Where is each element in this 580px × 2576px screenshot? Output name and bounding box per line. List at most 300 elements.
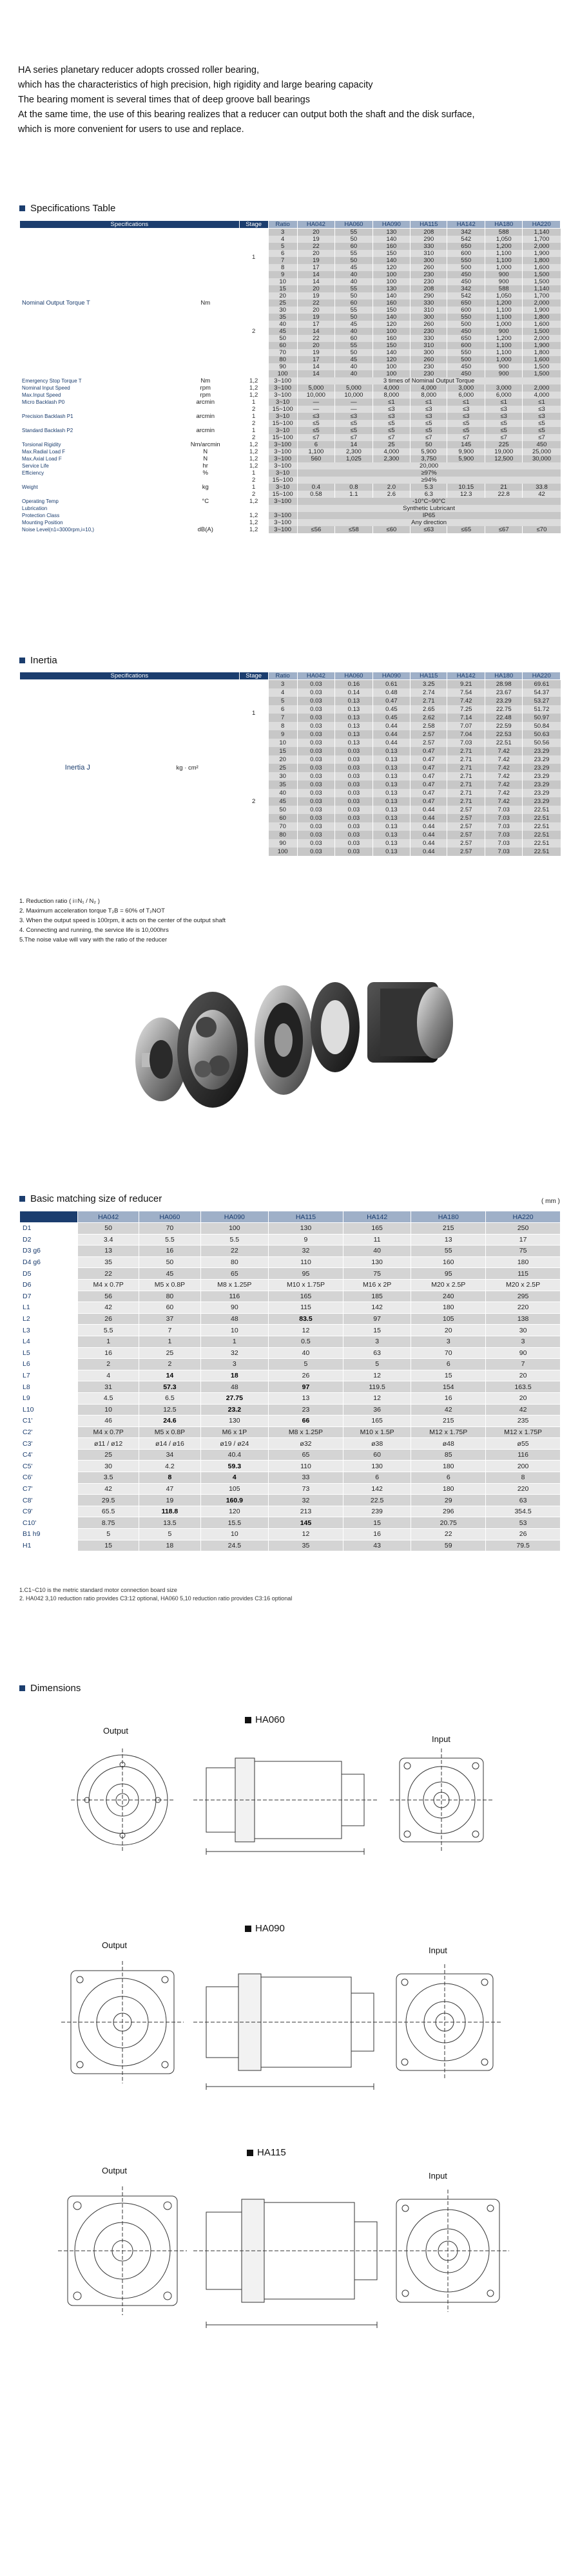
dimension-value: 8 xyxy=(139,1472,200,1484)
stage-cell: 1,2 xyxy=(239,498,268,505)
ratio-cell: 15~100 xyxy=(268,434,297,441)
table-row xyxy=(20,1517,561,1529)
value-cell: 3,750 xyxy=(411,455,447,462)
header-model: HA115 xyxy=(411,672,447,680)
stage-cell: 1,2 xyxy=(239,512,268,519)
dimension-value: 213 xyxy=(269,1506,343,1517)
dimension-value: 22.5 xyxy=(343,1495,411,1506)
value-cell: ≤3 xyxy=(372,406,411,413)
bullet-square-icon xyxy=(245,1717,251,1723)
dimension-value: ø38 xyxy=(343,1438,411,1450)
dimension-key: L10 xyxy=(20,1404,78,1416)
header-model: HA115 xyxy=(269,1211,343,1223)
exploded-reducer-illustration xyxy=(0,947,580,1140)
table-header-row xyxy=(20,221,561,229)
value-cell: ≤60 xyxy=(372,526,411,533)
value-cell: 1,900 xyxy=(523,307,561,314)
value-cell: 550 xyxy=(447,257,485,264)
value-cell: 20 xyxy=(297,250,335,257)
dimension-value: 130 xyxy=(200,1416,269,1427)
value-cell: 7.42 xyxy=(485,764,523,772)
dimension-value: 220 xyxy=(486,1483,561,1495)
dimension-value: 50 xyxy=(139,1256,200,1268)
value-cell: 130 xyxy=(372,285,411,292)
dimension-value: 70 xyxy=(139,1223,200,1235)
value-cell: 7.04 xyxy=(447,730,485,739)
value-cell: 230 xyxy=(411,363,447,370)
value-cell: 0.44 xyxy=(411,814,447,822)
value-cell: 1,800 xyxy=(523,349,561,356)
value-cell: 1,500 xyxy=(523,271,561,278)
stage-cell: 1,2 xyxy=(239,384,268,392)
value-cell: 330 xyxy=(411,243,447,250)
value-cell: 30,000 xyxy=(523,455,561,462)
dimension-key: D7 xyxy=(20,1291,78,1302)
dimension-value: M20 x 2.5P xyxy=(411,1279,486,1291)
dimension-value: 23.2 xyxy=(200,1404,269,1416)
dimension-value: 105 xyxy=(411,1313,486,1325)
dimension-value: 100 xyxy=(200,1223,269,1235)
value-cell: 300 xyxy=(411,257,447,264)
dimension-value: 60 xyxy=(139,1302,200,1314)
dimension-value: 235 xyxy=(486,1416,561,1427)
value-cell: 5.3 xyxy=(411,484,447,491)
dimension-key: C7' xyxy=(20,1483,78,1495)
dimension-value: 9 xyxy=(269,1234,343,1245)
value-cell: 900 xyxy=(485,370,523,377)
value-cell: 1,500 xyxy=(523,363,561,370)
spec-unit xyxy=(171,406,239,413)
value-cell: 23.29 xyxy=(523,789,561,797)
value-cell: 0.03 xyxy=(297,789,335,797)
value-cell: 0.13 xyxy=(335,730,373,739)
dimension-key: C8' xyxy=(20,1495,78,1506)
model-title-ha060: HA060 xyxy=(245,1714,285,1725)
input-label: Input xyxy=(432,1734,450,1744)
value-cell: 290 xyxy=(411,292,447,299)
value-cell: 542 xyxy=(447,292,485,299)
value-cell: 100 xyxy=(372,278,411,285)
value-cell: 2.71 xyxy=(447,797,485,806)
dimension-value: M5 x 0.8P xyxy=(139,1279,200,1291)
bearing-part xyxy=(311,982,360,1072)
dimension-value: ø32 xyxy=(269,1438,343,1450)
value-cell: 50.56 xyxy=(523,739,561,747)
ratio-cell xyxy=(268,505,297,512)
bullet-square-icon xyxy=(19,1196,25,1202)
value-cell: 0.4 xyxy=(297,484,335,491)
dimension-value: 130 xyxy=(343,1461,411,1472)
value-cell: 0.03 xyxy=(297,705,335,714)
output-label: Output xyxy=(103,1726,129,1736)
value-cell: 0.13 xyxy=(372,755,411,764)
value-cell: 0.13 xyxy=(372,764,411,772)
value-cell: 19 xyxy=(297,314,335,321)
stage-cell: 2 xyxy=(239,491,268,498)
value-cell: 450 xyxy=(447,278,485,285)
ratio-cell: 25 xyxy=(268,299,297,307)
value-cell: 0.13 xyxy=(372,814,411,822)
value-cell: 2.0 xyxy=(372,484,411,491)
value-cell: 0.03 xyxy=(297,747,335,755)
value-cell: 0.03 xyxy=(335,848,373,856)
value-cell: 5,000 xyxy=(297,384,335,392)
dimension-value: 13 xyxy=(411,1234,486,1245)
value-cell: 0.03 xyxy=(297,680,335,688)
value-cell: 0.03 xyxy=(297,722,335,730)
dimension-value: 37 xyxy=(139,1313,200,1325)
dimension-value: 65 xyxy=(269,1449,343,1461)
dimension-value: 4.2 xyxy=(139,1461,200,1472)
header-ratio: Ratio xyxy=(268,672,297,680)
value-cell: 9.21 xyxy=(447,680,485,688)
ratio-cell: 50 xyxy=(268,806,297,814)
inertia-label: Inertia J xyxy=(20,680,136,856)
value-cell: 0.13 xyxy=(372,789,411,797)
spec-label: Mounting Position xyxy=(20,519,172,526)
value-cell: 140 xyxy=(372,257,411,264)
dimension-value: 2 xyxy=(139,1359,200,1370)
spec-unit: Nm/arcmin xyxy=(171,441,239,448)
dimension-value: 18 xyxy=(200,1370,269,1381)
value-cell: ≤7 xyxy=(523,434,561,441)
stage-cell: 1 xyxy=(239,229,268,286)
spec-label: Operating Temp xyxy=(20,498,172,505)
dimension-value: 4 xyxy=(78,1370,139,1381)
value-cell: 2.71 xyxy=(447,764,485,772)
inertia-unit: kg · cm² xyxy=(135,680,239,856)
note: 2. Maximum acceleration torque T₂B = 60% of T₂NOT xyxy=(19,907,165,914)
dimension-value: 42 xyxy=(411,1404,486,1416)
dimension-value: 18 xyxy=(139,1540,200,1551)
value-cell: 1,100 xyxy=(485,314,523,321)
dimension-key: C6' xyxy=(20,1472,78,1484)
value-cell: 55 xyxy=(335,250,373,257)
table-row xyxy=(20,420,561,427)
dimension-value: M10 x 1.5P xyxy=(343,1426,411,1438)
spec-unit: kg xyxy=(171,484,239,491)
ratio-cell: 15~100 xyxy=(268,406,297,413)
stage-cell: 1,2 xyxy=(239,448,268,455)
value-cell: 7.54 xyxy=(447,688,485,697)
table-header-row xyxy=(20,1211,561,1223)
value-cell: 2,000 xyxy=(523,335,561,342)
value-cell: — xyxy=(297,399,335,406)
value-cell: 150 xyxy=(372,250,411,257)
value-cell: 60 xyxy=(335,299,373,307)
value-cell: 23.29 xyxy=(523,772,561,781)
ratio-cell: 15~100 xyxy=(268,420,297,427)
value-cell: 2.57 xyxy=(411,730,447,739)
value-cell: 7.03 xyxy=(485,814,523,822)
header-stage: Stage xyxy=(239,221,268,229)
value-cell: ≤1 xyxy=(523,399,561,406)
dimension-value: 65.5 xyxy=(78,1506,139,1517)
table-header-row xyxy=(20,672,561,680)
ha060-drawing xyxy=(13,1739,567,1868)
table-row xyxy=(20,1392,561,1404)
dimension-value: 220 xyxy=(486,1302,561,1314)
value-cell: 900 xyxy=(485,271,523,278)
model-title-ha090: HA090 xyxy=(245,1923,285,1934)
dimension-value: 250 xyxy=(486,1223,561,1235)
dimension-value: 165 xyxy=(269,1291,343,1302)
spec-label: Service Life xyxy=(20,462,172,469)
section-basic-size xyxy=(19,1193,162,1204)
unit-label: ( mm ) xyxy=(541,1198,560,1205)
value-cell: 0.8 xyxy=(335,484,373,491)
dimension-value: 145 xyxy=(269,1517,343,1529)
dimension-value: 30 xyxy=(78,1461,139,1472)
value-cell: ≤3 xyxy=(297,413,335,420)
value-cell: ≤5 xyxy=(485,427,523,434)
ratio-cell: 3~100 xyxy=(268,498,297,505)
ratio-cell: 3~100 xyxy=(268,384,297,392)
value-cell: 500 xyxy=(447,321,485,328)
value-cell: 6 xyxy=(297,441,335,448)
header-model: HA142 xyxy=(447,221,485,229)
stage-cell: 1 xyxy=(239,413,268,420)
ratio-cell: 3 xyxy=(268,680,297,688)
value-cell: 40 xyxy=(335,328,373,335)
dimension-value: M10 x 1.75P xyxy=(269,1279,343,1291)
value-cell: 7.03 xyxy=(485,848,523,856)
dimension-value: 32 xyxy=(269,1495,343,1506)
value-cell: ≤1 xyxy=(447,399,485,406)
value-cell: 19 xyxy=(297,292,335,299)
value-cell: 230 xyxy=(411,278,447,285)
value-cell: 140 xyxy=(372,236,411,243)
value-cell: 0.03 xyxy=(335,822,373,831)
value-cell: ≤7 xyxy=(411,434,447,441)
value-cell: 0.44 xyxy=(411,848,447,856)
dimension-key: L6 xyxy=(20,1359,78,1370)
ratio-cell: 60 xyxy=(268,814,297,822)
table-row xyxy=(20,1506,561,1517)
ratio-cell: 3~100 xyxy=(268,448,297,455)
dimension-value: 32 xyxy=(200,1347,269,1359)
value-cell: 330 xyxy=(411,299,447,307)
value-cell: 25,000 xyxy=(523,448,561,455)
table-row xyxy=(20,1325,561,1336)
value-cell: 0.44 xyxy=(372,730,411,739)
dimension-value: 6.5 xyxy=(139,1392,200,1404)
value-cell: 0.03 xyxy=(297,781,335,789)
ratio-cell: 25 xyxy=(268,764,297,772)
value-cell: 7.42 xyxy=(485,755,523,764)
value-cell: 6,000 xyxy=(447,392,485,399)
value-cell: 42 xyxy=(523,491,561,498)
ratio-cell: 3~100 xyxy=(268,462,297,469)
value-cell: 2.57 xyxy=(447,831,485,839)
value-cell: 100 xyxy=(372,370,411,377)
dimension-key: C10' xyxy=(20,1517,78,1529)
intro-line: At the same time, the use of this bearing realizes that a reducer can output both the shaft and the disk surface, xyxy=(18,109,475,120)
value-cell: ≤5 xyxy=(447,427,485,434)
dimension-key: D2 xyxy=(20,1234,78,1245)
value-cell: 0.03 xyxy=(335,764,373,772)
header-model: HA220 xyxy=(523,672,561,680)
value-cell: 100 xyxy=(372,328,411,335)
table-row xyxy=(20,462,561,469)
dimension-value: 70 xyxy=(411,1347,486,1359)
value-cell: 50.84 xyxy=(523,722,561,730)
value-cell: 0.13 xyxy=(372,848,411,856)
dimension-value: 2 xyxy=(78,1359,139,1370)
side-view xyxy=(193,2199,390,2328)
ratio-cell: 3~100 xyxy=(268,455,297,462)
value-cell: 7.42 xyxy=(485,772,523,781)
value-cell: 22.75 xyxy=(485,705,523,714)
stage-cell: 2 xyxy=(239,434,268,441)
header-model: HA220 xyxy=(486,1211,561,1223)
spec-label: Max.Axial Load F xyxy=(20,455,172,462)
value-cell: Synthetic Lubricant xyxy=(297,505,560,512)
value-cell: 50 xyxy=(411,441,447,448)
dimension-value: 4 xyxy=(200,1472,269,1484)
dimension-value: M16 x 2P xyxy=(343,1279,411,1291)
value-cell: 19 xyxy=(297,236,335,243)
table-row xyxy=(20,512,561,519)
table-row xyxy=(20,1359,561,1370)
dimension-value: 295 xyxy=(486,1291,561,1302)
spec-unit xyxy=(171,519,239,526)
note: 1.C1~C10 is the metric standard motor connection board size xyxy=(19,1587,177,1593)
header-model: HA142 xyxy=(447,672,485,680)
value-cell: 0.45 xyxy=(372,705,411,714)
value-cell: 2,000 xyxy=(523,299,561,307)
dimension-value: 3.4 xyxy=(78,1234,139,1245)
dimension-value: 75 xyxy=(343,1268,411,1280)
value-cell: 22 xyxy=(297,299,335,307)
dimension-value: 5 xyxy=(139,1529,200,1540)
value-cell: 20 xyxy=(297,342,335,349)
value-cell: 45 xyxy=(335,356,373,363)
value-cell: ≤3 xyxy=(447,413,485,420)
value-cell: 6.3 xyxy=(411,491,447,498)
dimension-value: 16 xyxy=(343,1529,411,1540)
value-cell: 14 xyxy=(297,278,335,285)
value-cell: 0.13 xyxy=(335,722,373,730)
dimension-value: 1 xyxy=(200,1336,269,1347)
value-cell: 0.45 xyxy=(372,714,411,722)
value-cell: 55 xyxy=(335,229,373,236)
dimension-value: 97 xyxy=(343,1313,411,1325)
value-cell: 33.8 xyxy=(523,484,561,491)
stage-cell: 1,2 xyxy=(239,377,268,384)
value-cell: ≤7 xyxy=(485,434,523,441)
value-cell: 0.03 xyxy=(335,772,373,781)
dimension-value: 13.5 xyxy=(139,1517,200,1529)
value-cell: 1,700 xyxy=(523,292,561,299)
dimension-key: D4 g6 xyxy=(20,1256,78,1268)
dimension-value: 215 xyxy=(411,1416,486,1427)
dimension-value: 26 xyxy=(78,1313,139,1325)
dimension-value: 53 xyxy=(486,1517,561,1529)
dimension-key: H1 xyxy=(20,1540,78,1551)
value-cell: 20,000 xyxy=(297,462,560,469)
value-cell: 0.03 xyxy=(335,839,373,848)
header-model: HA220 xyxy=(523,221,561,229)
value-cell: ≤65 xyxy=(447,526,485,533)
value-cell: 50 xyxy=(335,314,373,321)
value-cell: 230 xyxy=(411,370,447,377)
ratio-cell: 4 xyxy=(268,236,297,243)
value-cell: 28.98 xyxy=(485,680,523,688)
ratio-cell: 3 xyxy=(268,229,297,236)
ratio-cell: 20 xyxy=(268,292,297,299)
dimension-value: 12 xyxy=(343,1392,411,1404)
dimension-value: 95 xyxy=(269,1268,343,1280)
spec-label xyxy=(20,406,172,413)
value-cell: 0.14 xyxy=(335,688,373,697)
spec-unit: N xyxy=(171,455,239,462)
dimension-value: 10 xyxy=(200,1529,269,1540)
table-row xyxy=(20,484,561,491)
spec-unit: arcmin xyxy=(171,413,239,420)
output-face-view xyxy=(58,2186,187,2315)
dimension-value: 120 xyxy=(200,1506,269,1517)
specifications-table xyxy=(19,220,561,533)
value-cell: 20 xyxy=(297,229,335,236)
value-cell: 330 xyxy=(411,335,447,342)
value-cell: 50 xyxy=(335,257,373,264)
value-cell: 8,000 xyxy=(411,392,447,399)
value-cell: 14 xyxy=(335,441,373,448)
header-model: HA042 xyxy=(297,672,335,680)
value-cell: 150 xyxy=(372,307,411,314)
dimension-value: 296 xyxy=(411,1506,486,1517)
dimension-key: C3' xyxy=(20,1438,78,1450)
dimension-value: 8 xyxy=(486,1472,561,1484)
dimension-value: 19 xyxy=(139,1495,200,1506)
value-cell: 1,500 xyxy=(523,278,561,285)
value-cell: 0.03 xyxy=(335,814,373,822)
value-cell: 40 xyxy=(335,370,373,377)
value-cell: 1,600 xyxy=(523,356,561,363)
value-cell: 0.13 xyxy=(335,697,373,705)
note: 4. Connecting and running, the service life is 10,000hrs xyxy=(19,927,169,934)
intro-line: The bearing moment is several times that of deep groove ball bearings xyxy=(18,95,310,105)
value-cell: 650 xyxy=(447,243,485,250)
value-cell: 12,500 xyxy=(485,455,523,462)
value-cell: ≤3 xyxy=(411,406,447,413)
value-cell: 0.03 xyxy=(335,781,373,789)
value-cell: 1,900 xyxy=(523,250,561,257)
value-cell: 600 xyxy=(447,250,485,257)
value-cell: ≤7 xyxy=(335,434,373,441)
dimension-value: ø19 / ø24 xyxy=(200,1438,269,1450)
ratio-cell: 5 xyxy=(268,697,297,705)
dimension-value: 15 xyxy=(343,1325,411,1336)
value-cell: 160 xyxy=(372,243,411,250)
dimension-value: 142 xyxy=(343,1302,411,1314)
note: 3. When the output speed is 100rpm, it acts on the center of the output shaft xyxy=(19,917,226,924)
value-cell: 7.03 xyxy=(485,806,523,814)
dimension-value: 32 xyxy=(269,1245,343,1257)
spec-label: Max.Radial Load F xyxy=(20,448,172,455)
dimension-key: D6 xyxy=(20,1279,78,1291)
value-cell: 900 xyxy=(485,363,523,370)
value-cell: ≤5 xyxy=(447,420,485,427)
spec-unit: rpm xyxy=(171,384,239,392)
dimension-value: 165 xyxy=(343,1416,411,1427)
ratio-cell: 5 xyxy=(268,243,297,250)
table-row xyxy=(20,1495,561,1506)
dimension-value: 1 xyxy=(78,1336,139,1347)
value-cell: 22.8 xyxy=(485,491,523,498)
section-inertia xyxy=(19,655,57,666)
